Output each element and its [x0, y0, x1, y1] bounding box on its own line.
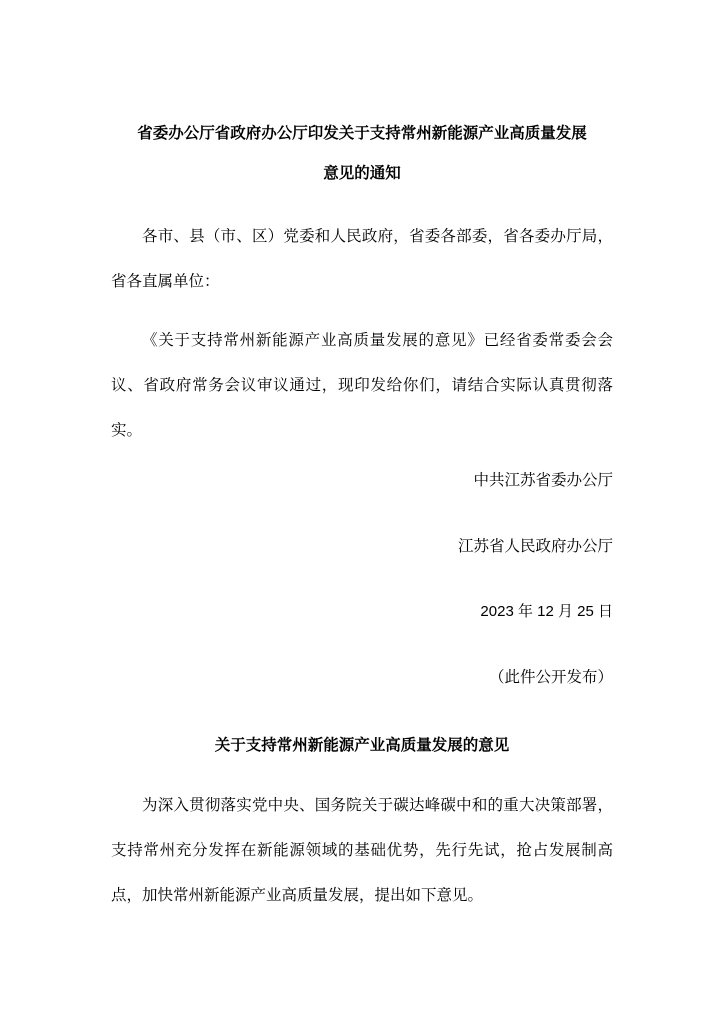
issuer-party-office: 中共江苏省委办公厅	[473, 471, 613, 489]
notice-body-paragraph: 《关于支持常州新能源产业高质量发展的意见》已经省委常委会会议、省政府常务会议审议通过，现印发给你们，请结合实际认真贯彻落实。	[111, 331, 613, 439]
issue-date: 2023 年 12 月 25 日	[480, 603, 613, 620]
opinion-title: 关于支持常州新能源产业高质量发展的意见	[214, 736, 510, 754]
opinion-intro-paragraph: 为深入贯彻落实党中央、国务院关于碳达峰碳中和的重大决策部署，支持常州充分发挥在新能源领域的基础优势，先行先试，抢占发展制高点，加快常州新能源产业高质量发展，提出如下意见。	[111, 796, 613, 904]
notice-title-line-2: 意见的通知	[323, 164, 401, 182]
issuer-government-office: 江苏省人民政府办公厅	[457, 537, 613, 555]
notice-title-line-1: 省委办公厅省政府办公厅印发关于支持常州新能源产业高质量发展	[137, 124, 587, 142]
publication-note: （此件公开发布）	[488, 668, 613, 686]
salutation-paragraph: 各市、县（市、区）党委和人民政府，省委各部委，省各委办厅局，省各直属单位：	[111, 227, 613, 290]
